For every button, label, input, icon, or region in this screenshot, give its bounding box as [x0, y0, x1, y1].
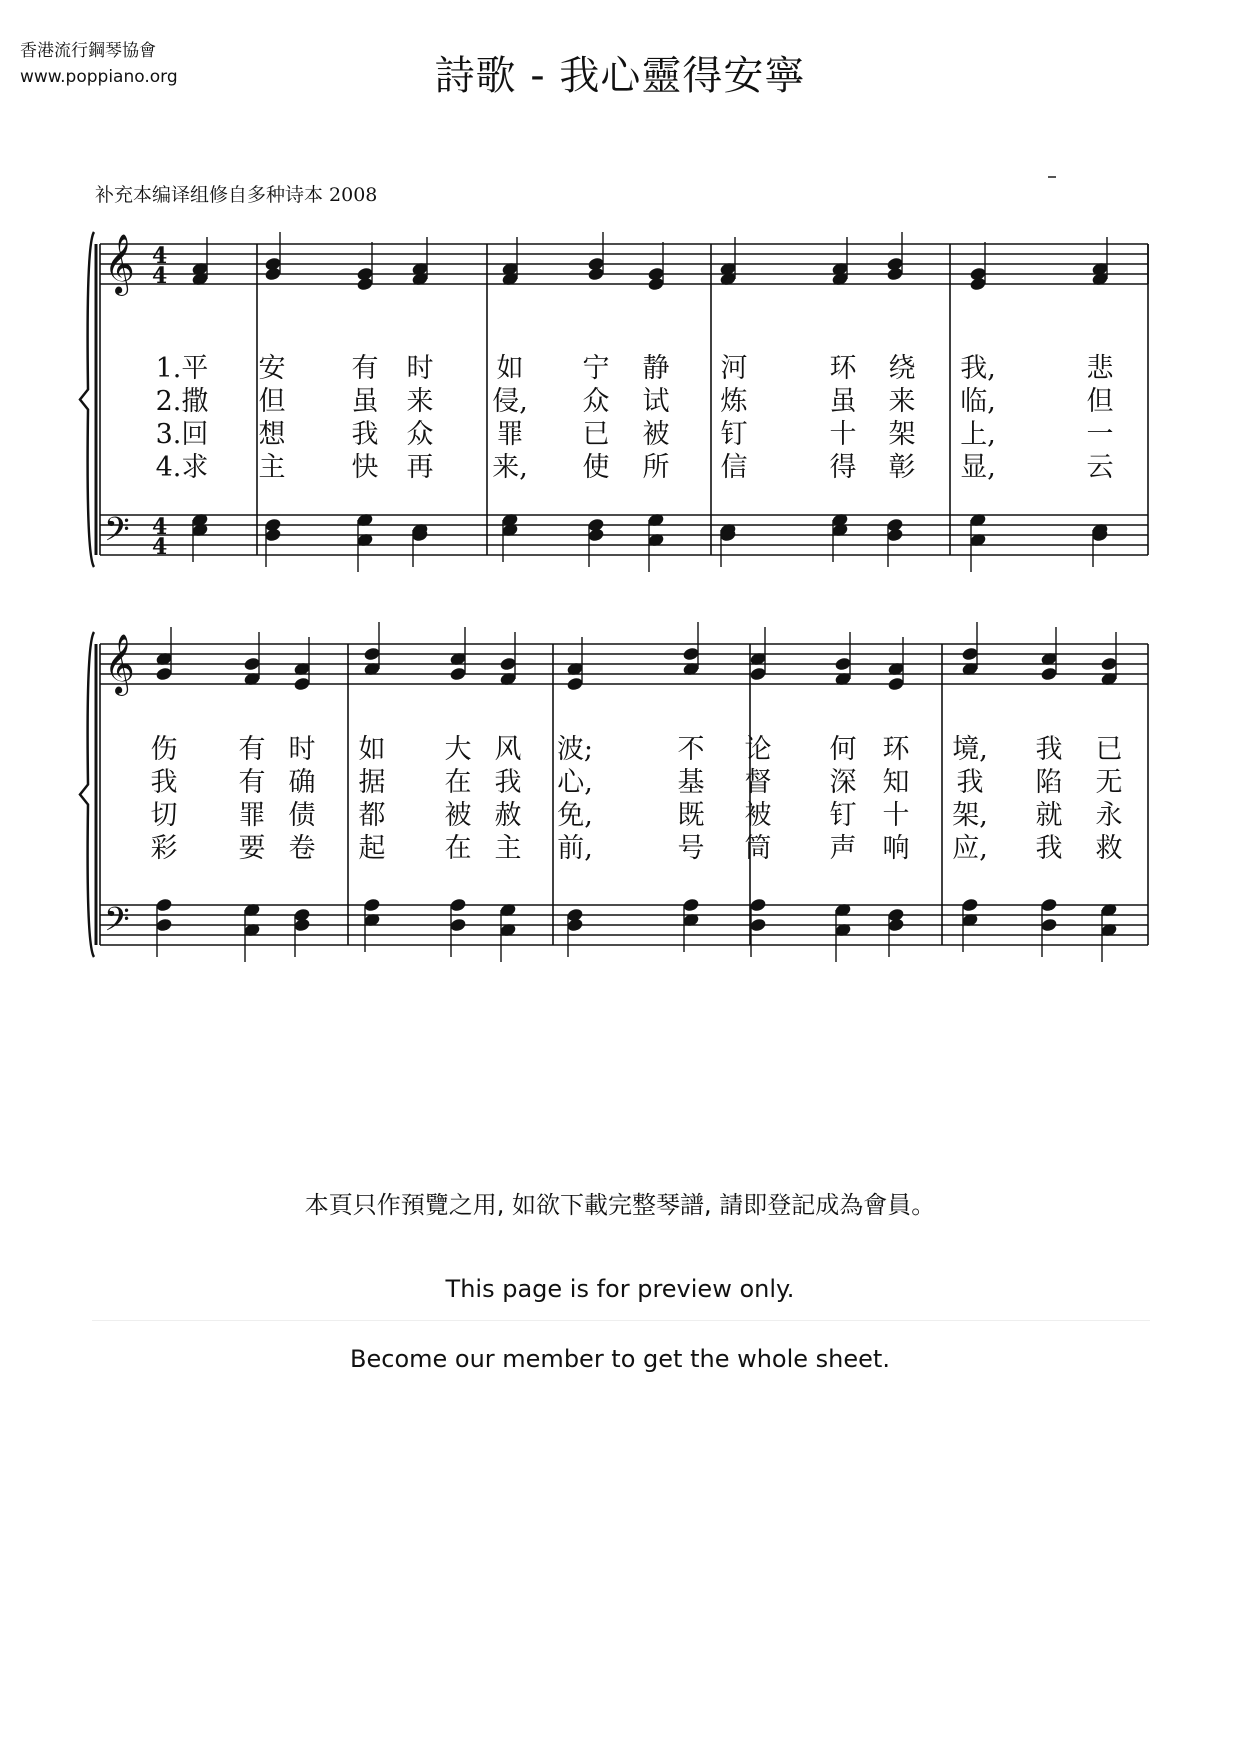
lyric-syllable: 环: [829, 353, 857, 384]
lyric-syllable: 被: [744, 800, 772, 831]
note-head: [969, 276, 987, 291]
lyric-syllable: 来,: [492, 452, 528, 483]
note-head: [749, 917, 767, 932]
note-head: [834, 656, 852, 671]
note-head: [647, 276, 665, 291]
lyric-syllable: 债: [288, 800, 316, 831]
lyric-syllable: 被: [444, 800, 472, 831]
lyric-syllable: 就: [1035, 800, 1063, 831]
note-head: [1040, 666, 1058, 681]
lyric-syllable: 来: [406, 386, 434, 417]
lyric-syllable: 我: [351, 419, 379, 450]
lyric-syllable: 十: [882, 800, 910, 831]
lyric-syllable: 陷: [1035, 767, 1063, 798]
lyric-syllable: 临,: [960, 386, 996, 417]
lyric-syllable: 据: [358, 767, 386, 798]
note-head: [587, 266, 605, 281]
lyric-syllable: 已: [582, 419, 610, 450]
note-head: [363, 897, 381, 912]
site-url[interactable]: www.poppiano.org: [20, 67, 178, 87]
lyric-syllable: 免,: [557, 800, 593, 831]
note-head: [363, 646, 381, 661]
lyric-syllable: 罪: [496, 419, 524, 450]
lyric-syllable: 督: [744, 767, 772, 798]
lyric-syllable: 基: [677, 767, 705, 798]
lyric-syllable: 虽: [829, 386, 857, 417]
lyric-syllable: 切: [150, 800, 178, 831]
lyric-syllable: 要: [238, 833, 266, 864]
note-head: [887, 676, 905, 691]
lyric-syllable: 如: [496, 353, 524, 384]
lyric-syllable: 号: [677, 833, 705, 864]
preview-notice-chinese: 本頁只作預覽之用, 如欲下載完整琴譜, 請即登記成為會員。: [304, 1191, 936, 1219]
lyric-syllable: 众: [406, 419, 434, 450]
lyric-syllable: 我: [1035, 833, 1063, 864]
lyric-syllable: 十: [829, 419, 857, 450]
lyric-syllable: 有: [238, 767, 266, 798]
note-head: [566, 917, 584, 932]
lyric-syllable: 使: [582, 452, 610, 483]
lyric-syllable: 心,: [557, 767, 593, 798]
preview-notice-english: This page is for preview only.: [445, 1275, 795, 1303]
note-head: [682, 897, 700, 912]
lyric-syllable: 时: [288, 734, 316, 765]
lyric-syllable: 确: [288, 767, 316, 798]
lyric-syllable: 显,: [960, 452, 996, 483]
member-notice-english: Become our member to get the whole sheet.: [350, 1345, 890, 1373]
lyric-syllable: 罪: [238, 800, 266, 831]
lyric-syllable: 宁: [582, 353, 610, 384]
treble-clef-icon: 𝄞: [104, 634, 135, 694]
page-title: 詩歌 - 我心靈得安寧: [434, 53, 806, 99]
lyric-syllable: 试: [642, 386, 670, 417]
lyric-syllable: 主: [258, 452, 286, 483]
note-head: [961, 897, 979, 912]
lyric-syllable: 境,: [952, 734, 988, 765]
note-head: [356, 276, 374, 291]
lyric-syllable: 在: [444, 767, 472, 798]
lyric-syllable: 波;: [556, 734, 594, 765]
lyric-syllable: 有: [351, 353, 379, 384]
lyric-syllable: 响: [882, 833, 910, 864]
note-head: [566, 676, 584, 691]
note-head: [264, 266, 282, 281]
system-brace: [80, 632, 94, 957]
lyric-syllable: 来: [888, 386, 916, 417]
lyric-syllable: 我: [150, 767, 178, 798]
lyric-syllable: 众: [582, 386, 610, 417]
lyric-syllable: 2.撒: [155, 386, 209, 417]
lyric-syllable: 在: [444, 833, 472, 864]
lyric-syllable: 1.平: [155, 353, 209, 384]
lyric-syllable: 风: [494, 734, 522, 765]
lyric-syllable: 钉: [720, 419, 748, 450]
lyric-syllable: 虽: [351, 386, 379, 417]
system-brace: [80, 232, 94, 567]
note-head: [682, 646, 700, 661]
site-name: 香港流行鋼琴協會: [20, 41, 156, 61]
lyric-syllable: 所: [642, 452, 670, 483]
lyric-syllable: 时: [406, 353, 434, 384]
lyric-syllable: 伤: [150, 734, 178, 765]
note-head: [1040, 917, 1058, 932]
lyric-syllable: 救: [1095, 833, 1123, 864]
lyric-syllable: 我: [494, 767, 522, 798]
note-head: [887, 917, 905, 932]
note-head: [1040, 897, 1058, 912]
time-signature-numerator: 4: [152, 243, 168, 269]
lyric-syllable: 被: [642, 419, 670, 450]
note-head: [749, 897, 767, 912]
lyric-syllable: 静: [642, 353, 670, 384]
note-head: [449, 897, 467, 912]
lyric-syllable: 绕: [888, 353, 916, 384]
note-head: [449, 917, 467, 932]
note-head: [293, 676, 311, 691]
note-head: [886, 527, 904, 542]
lyric-syllable: 前,: [557, 833, 593, 864]
lyric-syllable: 彰: [888, 452, 916, 483]
lyric-syllable: 不: [677, 734, 705, 765]
lyric-syllable: 再: [406, 452, 434, 483]
note-head: [243, 656, 261, 671]
note-head: [293, 917, 311, 932]
lyric-syllable: 但: [258, 386, 286, 417]
lyric-syllable: 都: [358, 800, 386, 831]
bass-clef-icon: 𝄢: [104, 901, 130, 947]
lyric-syllable: 快: [351, 452, 379, 483]
lyric-syllable: 信: [720, 452, 748, 483]
lyric-syllable: 无: [1095, 767, 1123, 798]
divider: [92, 1320, 1150, 1321]
lyric-syllable: 云: [1086, 452, 1114, 483]
lyric-syllable: 主: [494, 833, 522, 864]
note-head: [886, 266, 904, 281]
treble-clef-icon: 𝄞: [104, 234, 135, 294]
note-head: [749, 666, 767, 681]
lyric-syllable: 环: [882, 734, 910, 765]
lyric-syllable: 大: [444, 734, 472, 765]
note-head: [587, 527, 605, 542]
lyric-syllable: 悲: [1086, 353, 1114, 384]
lyric-syllable: 论: [744, 734, 772, 765]
lyric-syllable: 3.回: [155, 419, 209, 450]
lyric-syllable: 炼: [720, 386, 748, 417]
lyric-syllable: 得: [829, 452, 857, 483]
note-head: [155, 897, 173, 912]
lyric-syllable: 有: [238, 734, 266, 765]
lyric-syllable: 架,: [952, 800, 988, 831]
lyric-syllable: 河: [720, 353, 748, 384]
lyric-syllable: 想: [258, 419, 286, 450]
lyric-syllable: 既: [677, 800, 705, 831]
time-signature-numerator: 4: [152, 514, 168, 540]
lyric-syllable: 筒: [744, 833, 772, 864]
note-head: [499, 656, 517, 671]
lyric-syllable: 彩: [150, 833, 178, 864]
arranger-credit: 补充本编译组修自多种诗本 2008: [95, 184, 378, 206]
lyric-syllable: 何: [829, 734, 857, 765]
lyric-syllable: 钉: [829, 800, 857, 831]
time-signature-denominator: 4: [152, 263, 168, 289]
note-head: [1100, 656, 1118, 671]
lyric-syllable: 深: [829, 767, 857, 798]
lyric-syllable: 侵,: [492, 386, 528, 417]
lyric-syllable: 已: [1095, 734, 1123, 765]
lyric-syllable: 赦: [494, 800, 522, 831]
lyric-syllable: 起: [358, 833, 386, 864]
lyric-syllable: 一: [1086, 419, 1114, 450]
note-head: [264, 527, 282, 542]
note-head: [155, 917, 173, 932]
lyric-syllable: 但: [1086, 386, 1114, 417]
note-head: [961, 646, 979, 661]
note-head: [449, 666, 467, 681]
lyric-syllable: 我: [1035, 734, 1063, 765]
lyric-syllable: 知: [882, 767, 910, 798]
lyric-syllable: 4.求: [155, 452, 209, 483]
bass-clef-icon: 𝄢: [104, 511, 130, 557]
lyric-syllable: 永: [1095, 800, 1123, 831]
lyric-syllable: 声: [829, 833, 857, 864]
note-head: [155, 666, 173, 681]
time-signature-denominator: 4: [152, 534, 168, 560]
lyric-syllable: 如: [358, 734, 386, 765]
lyric-syllable: 上,: [960, 419, 996, 450]
lyric-syllable: 安: [258, 353, 286, 384]
lyric-syllable: 我: [956, 767, 984, 798]
lyric-syllable: 应,: [952, 833, 988, 864]
lyric-syllable: 我,: [960, 353, 996, 384]
lyric-syllable: 架: [888, 419, 916, 450]
lyric-syllable: 卷: [288, 833, 316, 864]
